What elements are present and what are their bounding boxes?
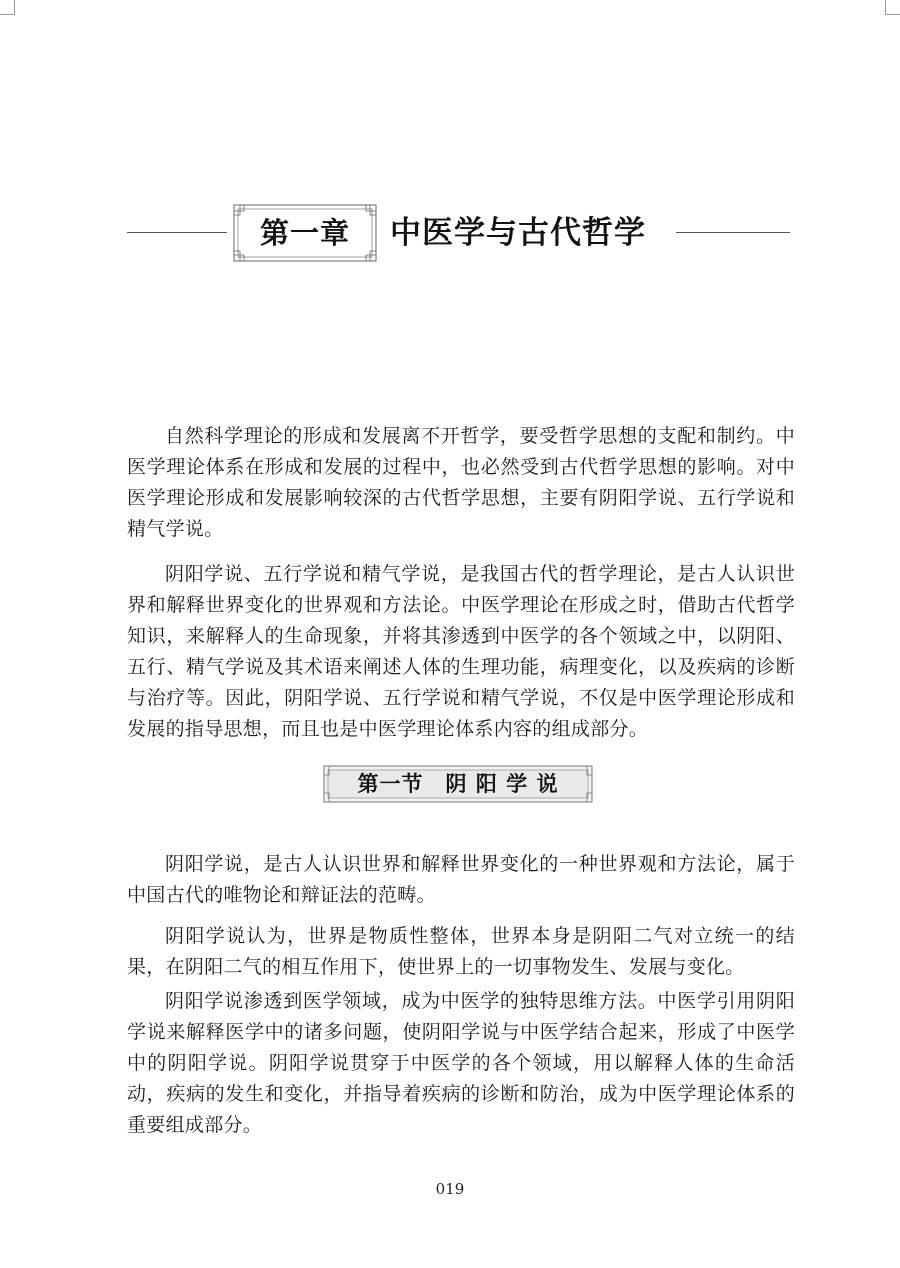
crop-mark-top-right — [885, 0, 900, 15]
chapter-title: 中医学与古代哲学 — [390, 215, 646, 251]
section-paragraph-3: 阴阳学说渗透到医学领域，成为中医学的独特思维方法。中医学引用阴阳学说来解释医学中的诸多问题，使阴阳学说与中医学结合起来，形成了中医学中的阴阳学说。阴阳学说贯穿于中医学的各个领域，用以解释人体的生命活动，疾病的发生和变化，并指导着疾病的诊断和防治，成为中医学理论体系的重要组成部分。 — [127, 990, 795, 1136]
chapter-number: 第一章 — [259, 216, 350, 250]
section-heading-box — [323, 765, 593, 803]
section-heading: 第一节 阴 阳 学 说 — [357, 772, 559, 796]
section-paragraph-1: 阴阳学说，是古人认识世界和解释世界变化的一种世界观和方法论，属于中国古代的唯物论和辩证法的范畴。 — [127, 853, 795, 906]
intro-paragraph-2: 阴阳学说、五行学说和精气学说，是我国古代的哲学理论，是古人认识世界和解释世界变化的世界观和方法论。中医学理论在形成之时，借助古代哲学知识，来解释人的生命现象，并将其渗透到中医学的各个领域之中，以阴阳、五行、精气学说及其术语来阐述人体的生理功能，病理变化，以及疾病的诊断与治疗等。因此，阴阳学说、五行学说和精气学说，不仅是中医学理论形成和发展的指导思想，而且也是中医学理论体系内容的组成部分。 — [127, 563, 795, 740]
chapter-badge — [232, 203, 378, 263]
intro-paragraph-1: 自然科学理论的形成和发展离不开哲学，要受哲学思想的支配和制约。中医学理论体系在形成和发展的过程中，也必然受到古代哲学思想的影响。对中医学理论形成和发展影响较深的古代哲学思想，主要有阴阳学说、五行学说和精气学说。 — [127, 425, 795, 540]
section-paragraph-2: 阴阳学说认为，世界是物质性整体，世界本身是阴阳二气对立统一的结果，在阴阳二气的相互作用下，使世界上的一切事物发生、发展与变化。 — [127, 925, 795, 978]
chapter-rule-right — [676, 232, 790, 233]
chapter-rule-left — [127, 232, 227, 233]
page-number: 019 — [435, 1180, 465, 1198]
crop-mark-top-left — [0, 0, 15, 15]
